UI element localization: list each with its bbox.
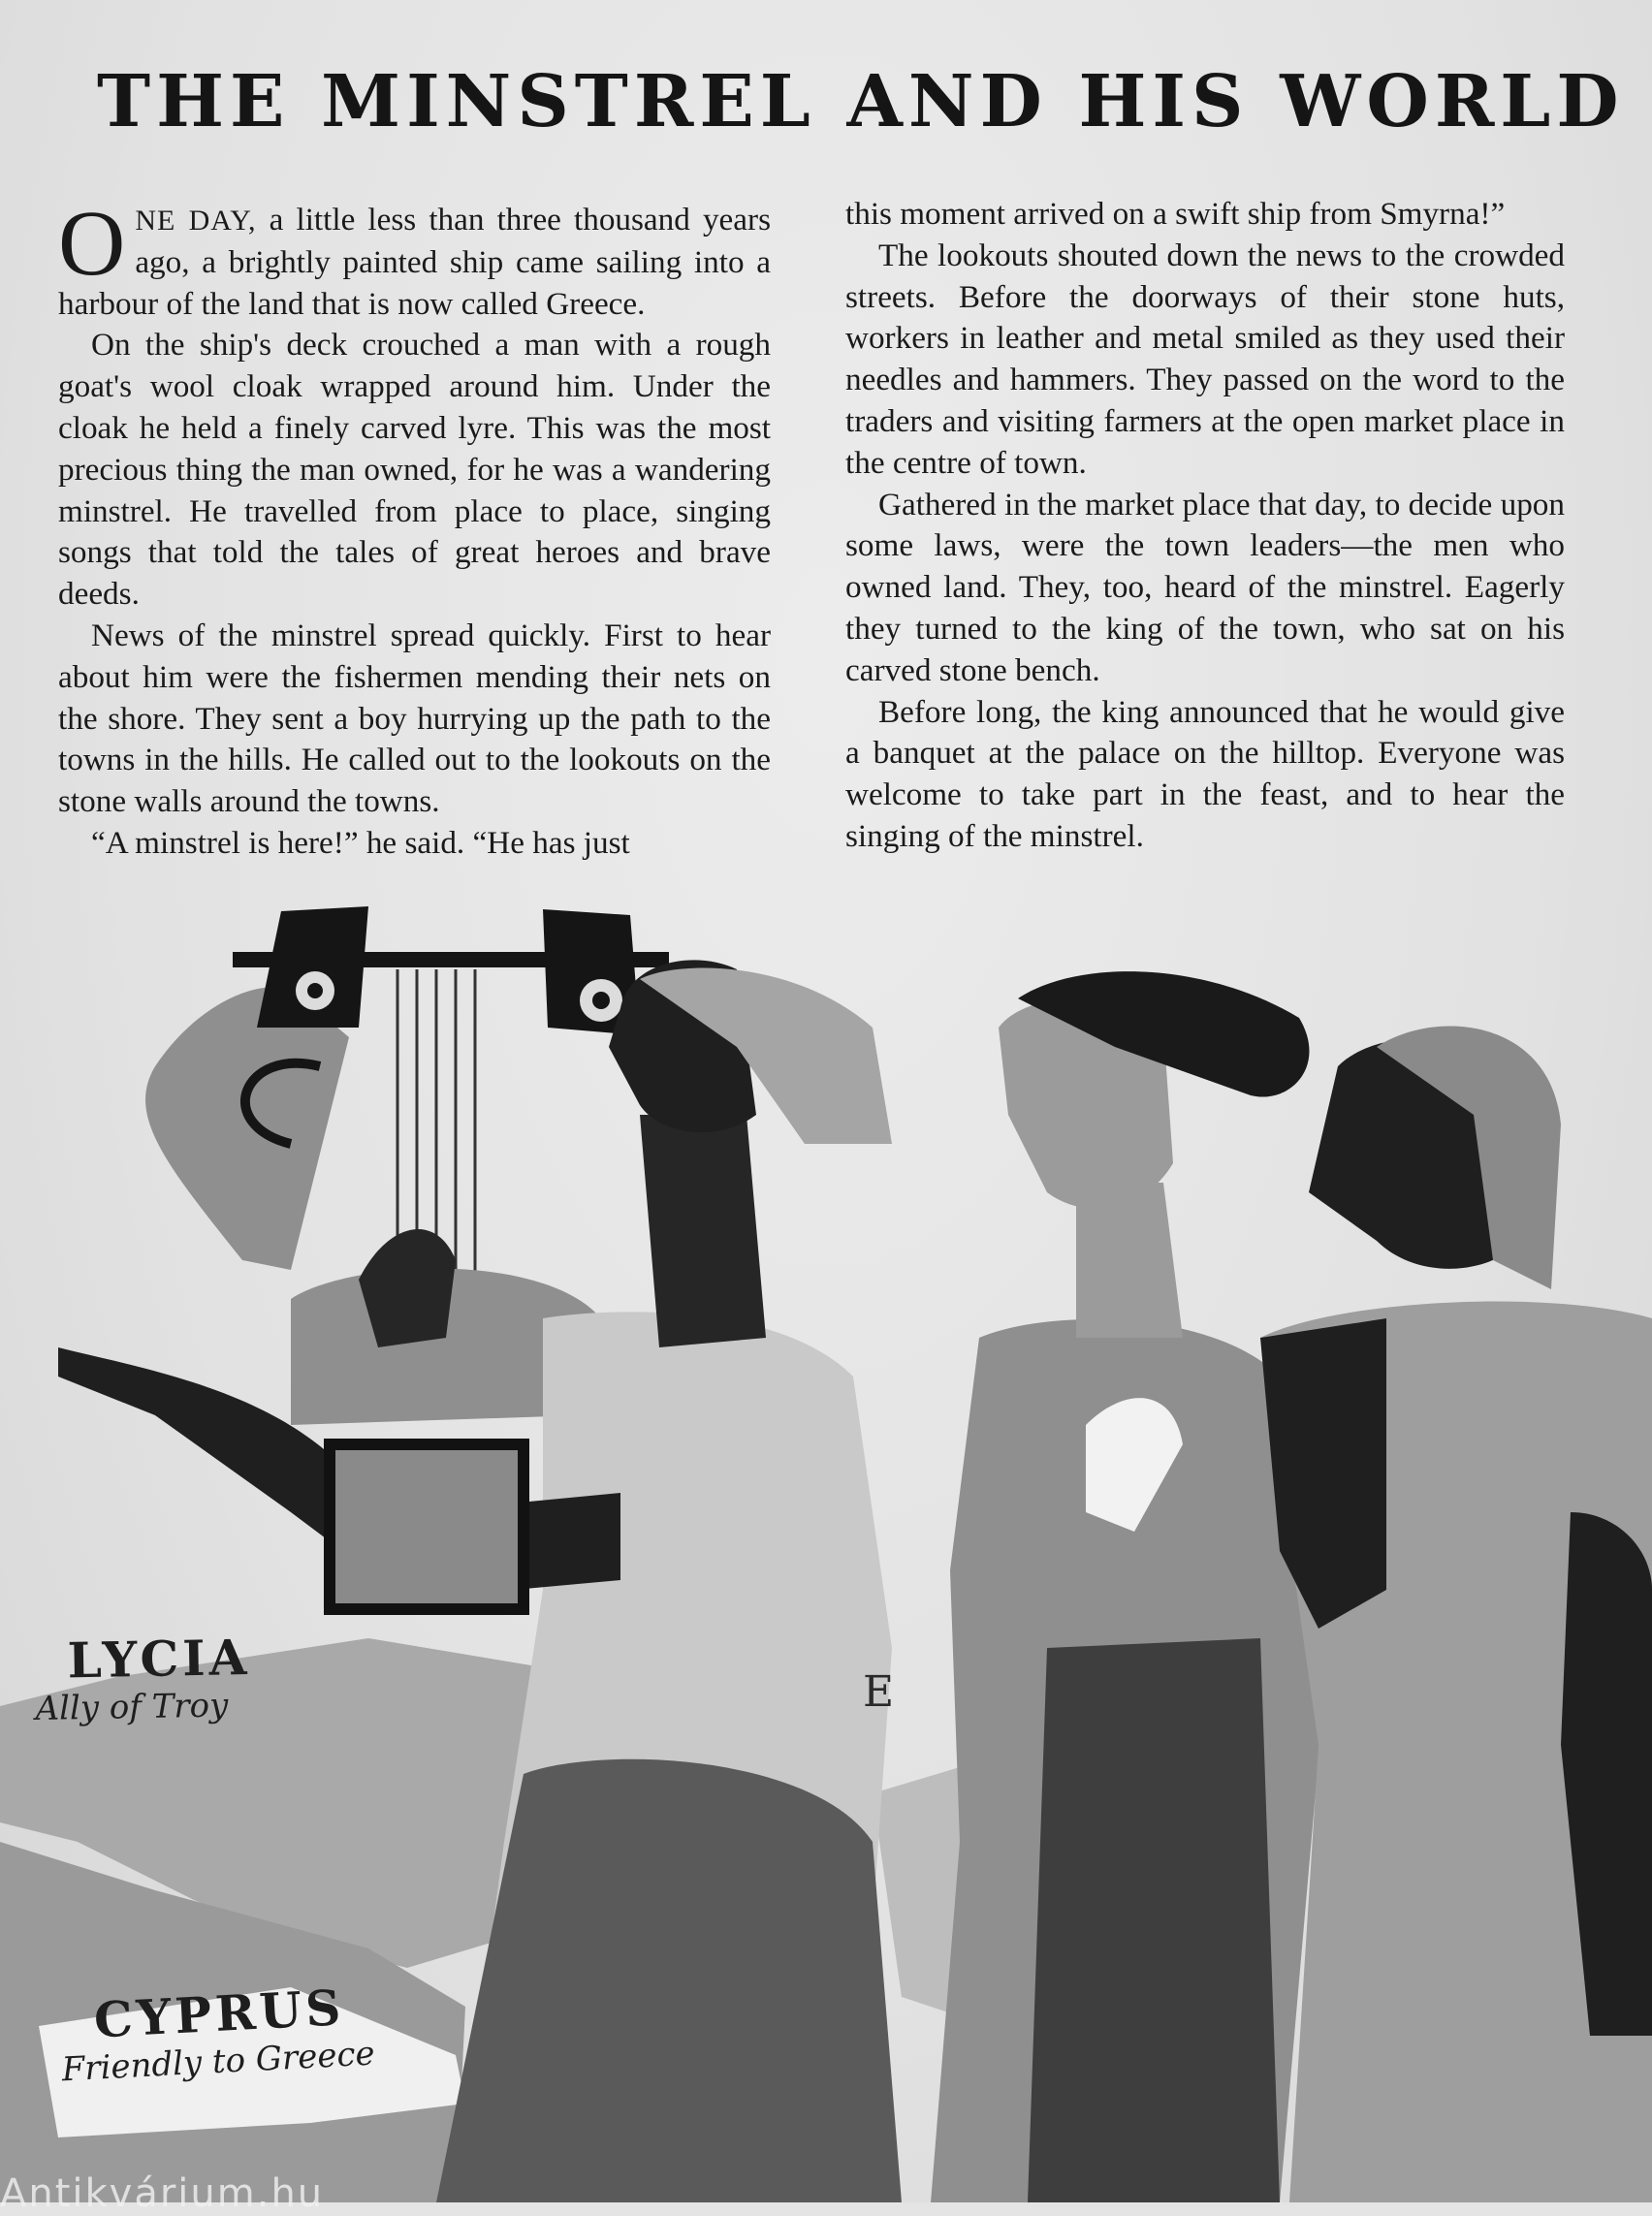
text-column-right [845,194,1565,858]
paragraph-4: “A minstrel is here!” he said. “He has just [91,824,630,861]
paragraph-3: News of the minstrel spread quickly. First to hear about him were the fishermen mending their nets on the shore. They sent a boy hurrying up the path to the towns in the hills. He called out to the lookouts on the stone walls around the towns. [58,617,771,820]
paragraph-2: On the ship's deck crouched a man with a rough goat's wool cloak wrapped around him. Under the cloak he held a finely carved lyre. This was the most precious thing the man owned, for he was a wandering minstrel. He travelled from place to place, singing songs that told the tales of great heroes and brave deeds. [58,327,771,613]
map-fragment-letter: E [863,1667,895,1717]
map-label-cyprus [58,1978,376,2090]
minstrel-neck-icon [640,1115,766,1347]
minstrel-sash-icon [330,1444,524,1609]
page-title: THE MINSTREL AND HIS WORLD [97,60,1625,143]
lycia-name: LYCIA [67,1629,251,1690]
woman-skirt-icon [1028,1638,1280,2202]
text-column-left [58,191,771,865]
lyre-arm-icon [145,987,349,1270]
cyprus-name: CYPRUS [92,1979,346,2049]
small-caps-opening: NE DAY, [135,205,257,237]
paragraph-8: Before long, the king announced that he would give a banquet at the palace on the hilltop. Everyone was welcome to take part in the feast, and to hear the singing of the minstrel. [845,693,1565,854]
lycia-subtitle: Ally of Troy [35,1686,229,1728]
paragraph-5: this moment arrived on a swift ship from Smyrna!” [845,196,1506,232]
cyprus-subtitle: Friendly to Greece [60,2034,376,2090]
paragraph-1-text: a little less than three thousand years ago, a brightly painted ship came sailing into a harbour of the land that is now called Greece. [58,202,771,322]
woman-neck-icon [1076,1183,1183,1338]
paragraph-7: Gathered in the market place that day, to decide upon some laws, were the town leaders—the men who owned land. They, too, heard of the minstrel. Eagerly they turned to the king of the town, who sat on his carved stone bench. [845,486,1565,688]
watermark: Antikvárium.hu [0,2171,325,2216]
paragraph-1 [58,191,771,325]
minstrel-hand-icon [359,1229,456,1347]
paragraph-6: The lookouts shouted down the news to the crowded streets. Before the doorways of their stone huts, workers in leather and metal smiled as they used their needles and hammers. They passed on the word to the traders and visiting farmers at the open market place in the centre of town. [845,237,1565,481]
drop-cap: O [58,191,126,295]
map-label-lycia [34,1629,251,1728]
